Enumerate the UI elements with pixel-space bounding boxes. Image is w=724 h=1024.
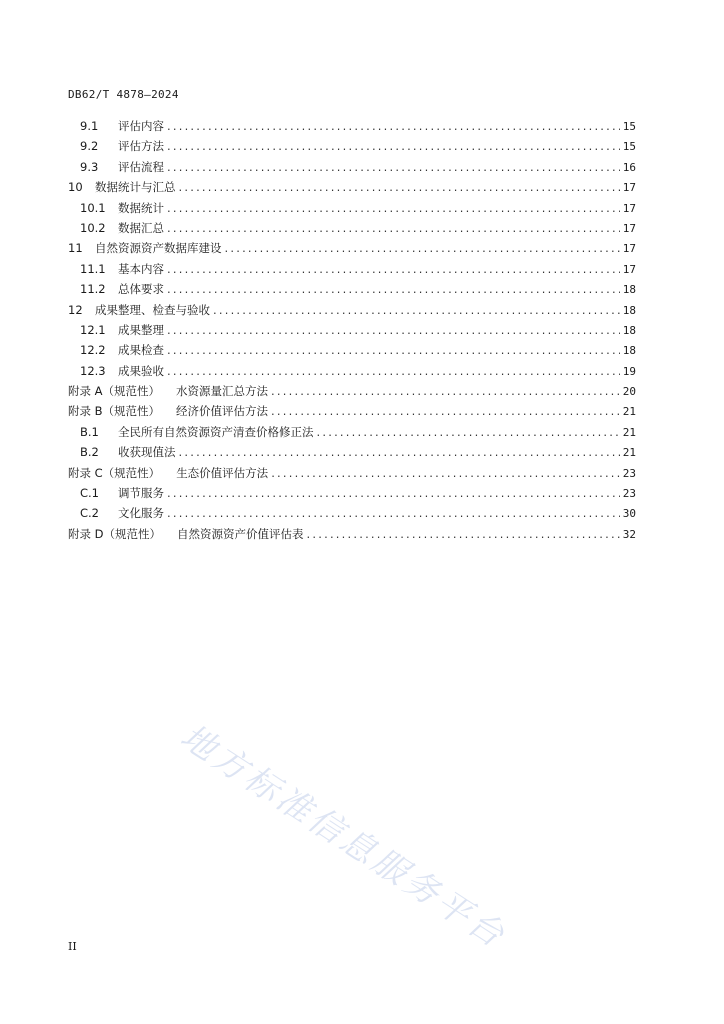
toc-entry-number: 附录 D（规范性） xyxy=(68,526,162,541)
document-code-header: DB62/T 4878—2024 xyxy=(68,88,179,101)
toc-entry-page: 23 xyxy=(622,466,636,480)
toc-entry-number: 附录 C（规范性） xyxy=(68,465,161,480)
toc-entry[interactable] xyxy=(68,505,636,525)
toc-leader-dots xyxy=(271,404,620,418)
toc-entry-title: 基本内容 xyxy=(118,261,164,276)
toc-leader-dots xyxy=(167,119,620,133)
toc-entry-title: 评估流程 xyxy=(118,159,164,174)
toc-entry[interactable] xyxy=(68,363,636,383)
toc-entry-title: 收获现值法 xyxy=(118,445,176,460)
watermark-text: 地方标准信息服务平台 xyxy=(173,716,514,958)
toc-entry-page: 18 xyxy=(622,283,636,297)
toc-leader-dots xyxy=(271,466,620,480)
toc-entry-page: 15 xyxy=(622,140,636,154)
toc-leader-dots xyxy=(167,201,620,215)
toc-entry-title: 成果验收 xyxy=(118,363,164,378)
toc-entry-title: 数据汇总 xyxy=(118,220,164,235)
toc-entry-number: B.2 xyxy=(80,445,99,460)
toc-entry-title: 经济价值评估方法 xyxy=(176,404,269,419)
toc-leader-dots xyxy=(225,241,620,255)
toc-entry-page: 15 xyxy=(622,120,636,133)
toc-entry-number: C.1 xyxy=(80,486,100,501)
toc-entry-page: 19 xyxy=(622,364,636,378)
toc-leader-dots xyxy=(167,486,620,500)
toc-entry[interactable] xyxy=(68,465,636,485)
toc-entry[interactable] xyxy=(68,526,636,546)
toc-entry[interactable] xyxy=(68,302,636,322)
toc-entry-title: 生态价值评估方法 xyxy=(176,465,269,480)
toc-entry[interactable] xyxy=(68,179,636,199)
toc-entry-title: 成果检查 xyxy=(118,343,164,358)
toc-leader-dots xyxy=(317,425,620,439)
toc-entry-page: 30 xyxy=(622,507,636,521)
toc-entry[interactable] xyxy=(68,240,636,260)
toc-entry-number: B.1 xyxy=(80,424,99,439)
toc-leader-dots xyxy=(167,221,620,235)
toc-leader-dots xyxy=(271,384,620,398)
toc-entry-number: 10 xyxy=(68,180,83,195)
toc-entry-number: 9.3 xyxy=(80,159,99,174)
toc-entry-title: 全民所有自然资源资产清查价格修正法 xyxy=(118,424,314,439)
page-number: II xyxy=(68,940,77,953)
toc-entry-title: 评估内容 xyxy=(118,119,164,133)
toc-entry-page: 32 xyxy=(622,527,636,541)
toc-entry-title: 自然资源资产数据库建设 xyxy=(95,241,222,256)
toc-entry[interactable] xyxy=(68,261,636,281)
toc-entry[interactable] xyxy=(68,281,636,301)
toc-leader-dots xyxy=(179,445,620,459)
toc-leader-dots xyxy=(167,282,620,296)
toc-entry-title: 调节服务 xyxy=(118,486,164,501)
toc-entry-page: 17 xyxy=(622,262,636,276)
toc-entry-number: 10.1 xyxy=(80,200,106,215)
toc-entry-number: 附录 B（规范性） xyxy=(68,404,161,419)
toc-entry-title: 总体要求 xyxy=(118,282,164,297)
toc-leader-dots xyxy=(167,160,620,174)
toc-entry[interactable] xyxy=(68,220,636,240)
toc-leader-dots xyxy=(307,527,620,541)
toc-entry-number: 11 xyxy=(68,241,83,256)
toc-entry-page: 17 xyxy=(622,242,636,256)
toc-entry-title: 水资源量汇总方法 xyxy=(176,384,269,399)
toc-entry[interactable] xyxy=(68,403,636,423)
toc-entry[interactable] xyxy=(68,424,636,444)
table-of-contents xyxy=(68,118,636,546)
toc-entry-title: 成果整理 xyxy=(118,322,164,337)
toc-entry-page: 18 xyxy=(622,303,636,317)
toc-entry-number: 12 xyxy=(68,302,83,317)
toc-entry-page: 21 xyxy=(622,425,636,439)
toc-entry-number: 11.2 xyxy=(80,282,106,297)
toc-entry-number: 12.1 xyxy=(80,322,106,337)
toc-entry-title: 文化服务 xyxy=(118,506,164,521)
toc-entry-page: 23 xyxy=(622,487,636,501)
toc-entry-page: 17 xyxy=(622,201,636,215)
toc-entry-number: 12.3 xyxy=(80,363,106,378)
toc-entry-number: 11.1 xyxy=(80,261,106,276)
toc-entry-page: 21 xyxy=(622,446,636,460)
toc-entry[interactable] xyxy=(68,138,636,158)
toc-entry[interactable] xyxy=(68,159,636,179)
toc-entry[interactable] xyxy=(68,322,636,342)
toc-entry-title: 数据统计 xyxy=(118,200,164,215)
toc-entry[interactable] xyxy=(68,118,636,138)
toc-entry[interactable] xyxy=(68,200,636,220)
toc-entry-page: 17 xyxy=(622,221,636,235)
toc-entry-title: 评估方法 xyxy=(118,139,164,154)
toc-entry-number: C.2 xyxy=(80,506,100,521)
toc-leader-dots xyxy=(167,506,620,520)
toc-entry-number: 12.2 xyxy=(80,343,106,358)
toc-entry-number: 9.2 xyxy=(80,139,99,154)
toc-leader-dots xyxy=(167,262,620,276)
toc-entry-page: 21 xyxy=(622,405,636,419)
toc-leader-dots xyxy=(179,180,620,194)
toc-entry[interactable] xyxy=(68,444,636,464)
toc-entry[interactable] xyxy=(68,342,636,362)
toc-leader-dots xyxy=(167,139,620,153)
toc-entry-page: 16 xyxy=(622,160,636,174)
toc-entry-title: 自然资源资产价值评估表 xyxy=(177,526,304,541)
toc-entry[interactable] xyxy=(68,383,636,403)
toc-leader-dots xyxy=(167,343,620,357)
toc-entry-page: 18 xyxy=(622,323,636,337)
toc-entry-page: 20 xyxy=(622,385,636,399)
toc-entry-number: 附录 A（规范性） xyxy=(68,384,161,399)
toc-entry-number: 9.1 xyxy=(80,119,99,133)
toc-leader-dots xyxy=(167,323,620,337)
toc-entry-number: 10.2 xyxy=(80,220,106,235)
toc-leader-dots xyxy=(213,303,620,317)
toc-leader-dots xyxy=(167,364,620,378)
toc-entry-page: 18 xyxy=(622,344,636,358)
toc-entry-page: 17 xyxy=(622,181,636,195)
toc-entry[interactable] xyxy=(68,485,636,505)
toc-entry-title: 成果整理、检查与验收 xyxy=(95,302,210,317)
toc-entry-title: 数据统计与汇总 xyxy=(95,180,176,195)
